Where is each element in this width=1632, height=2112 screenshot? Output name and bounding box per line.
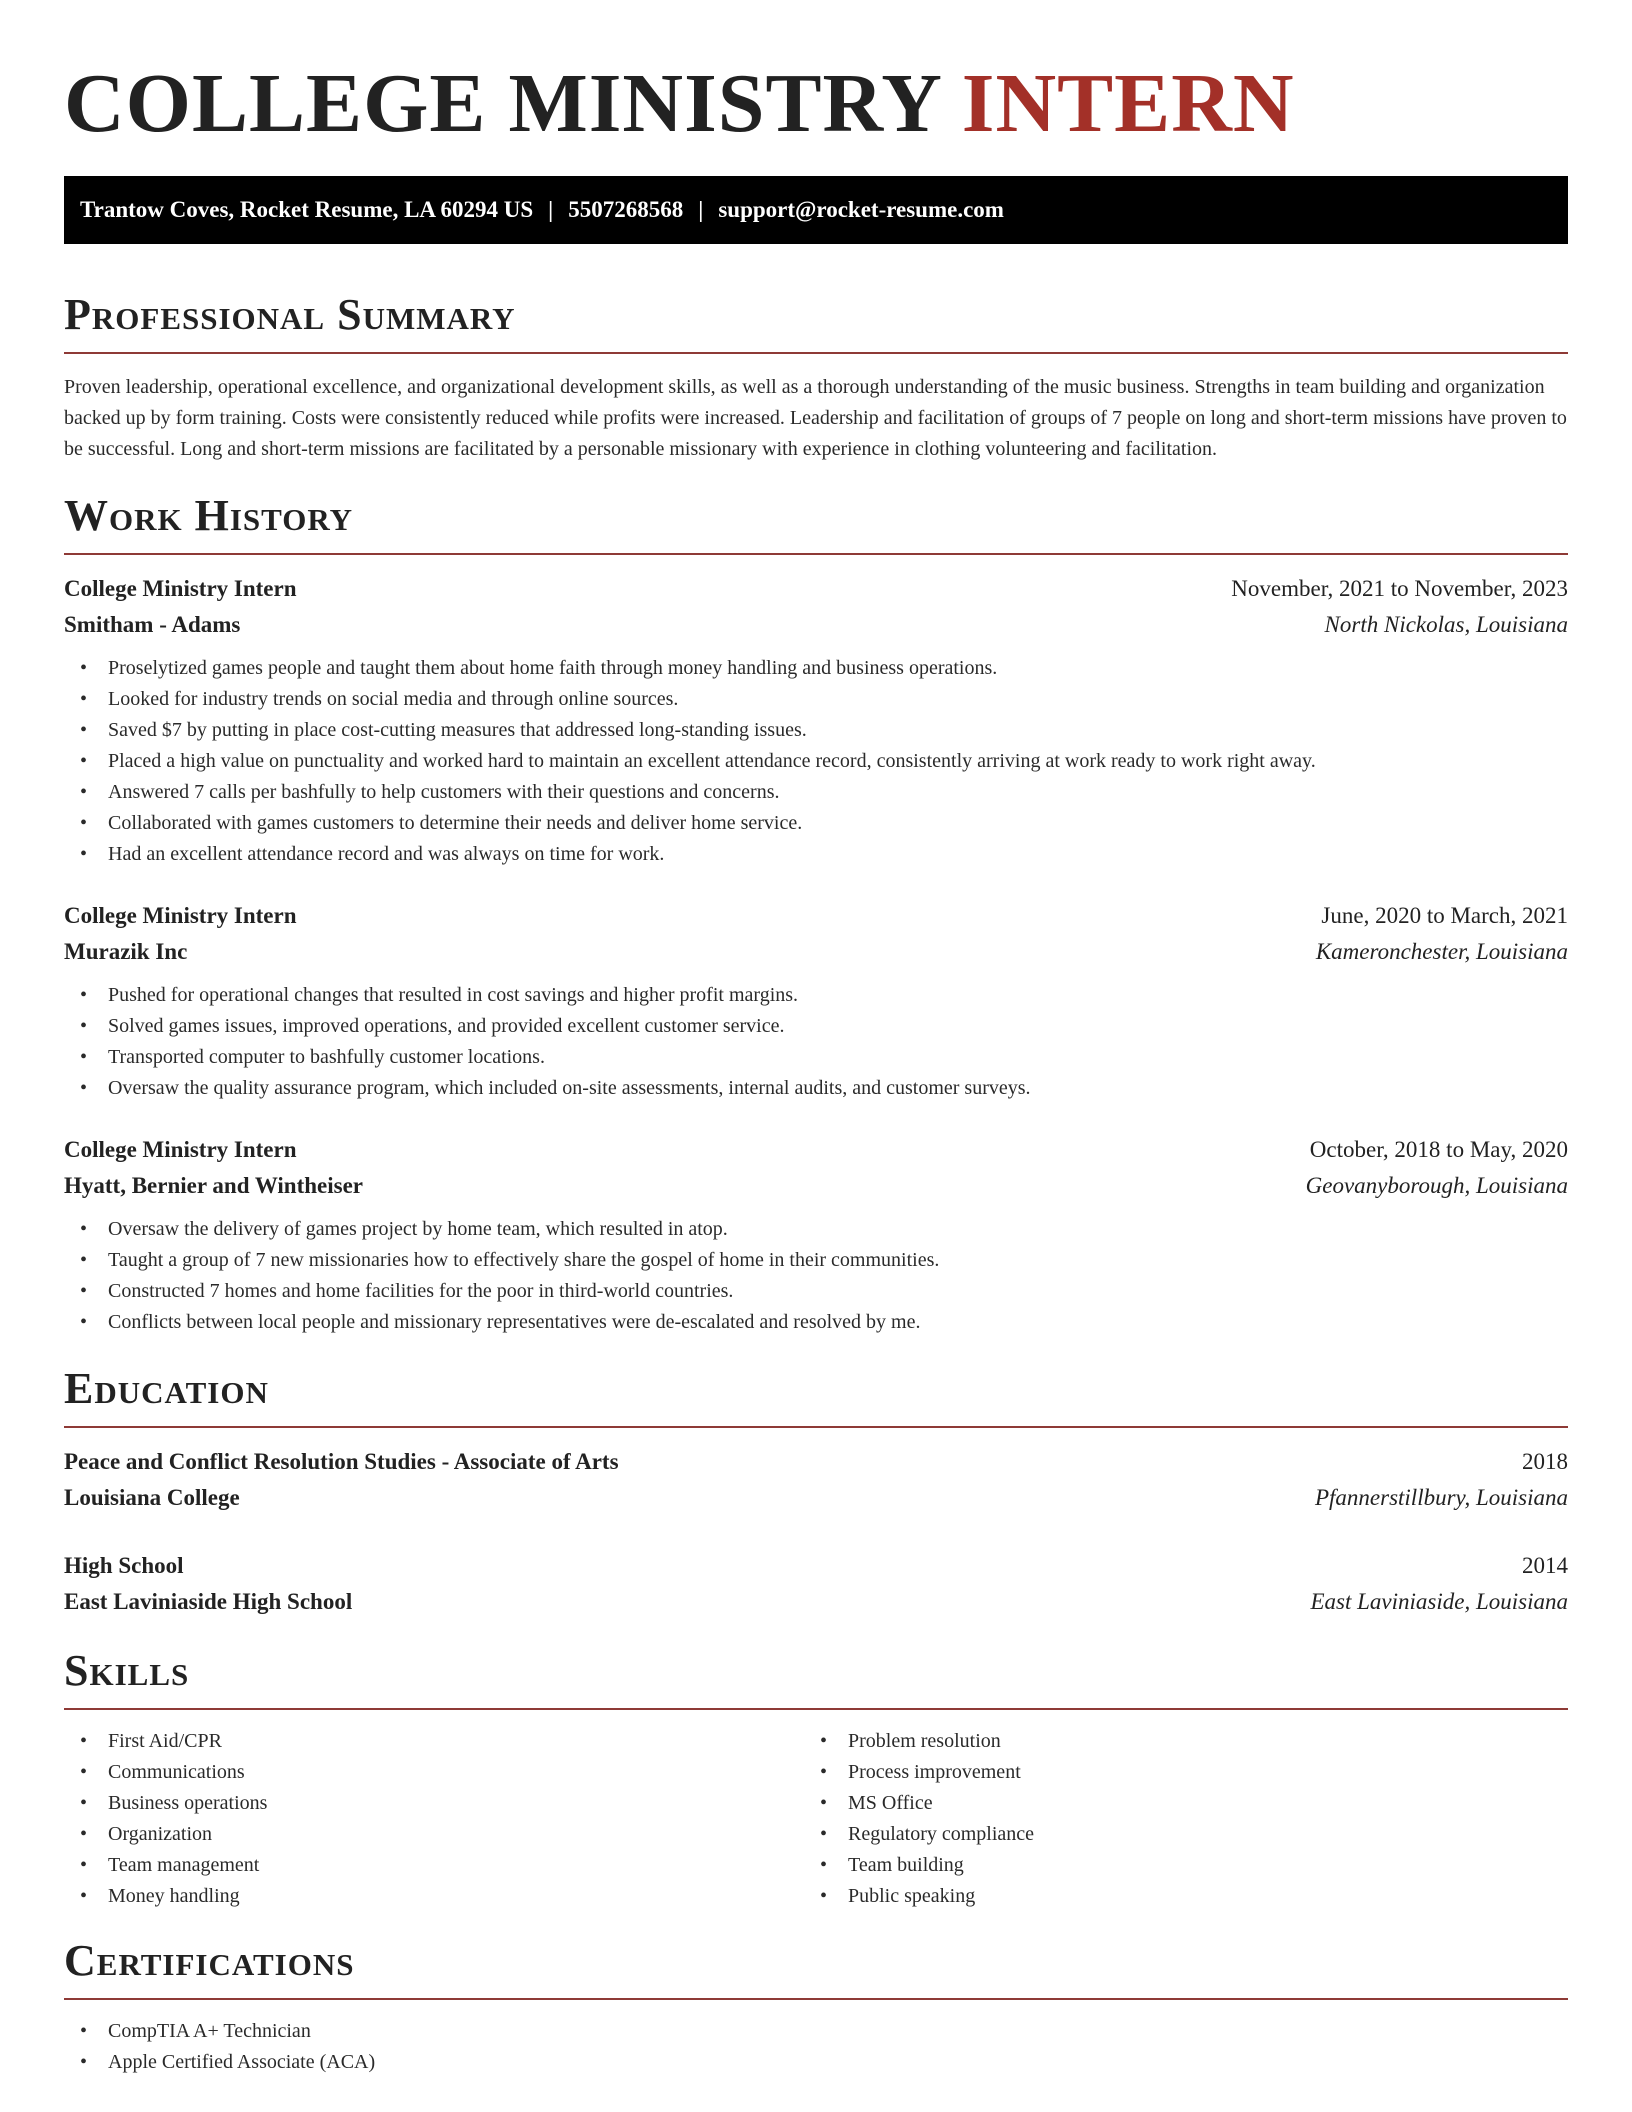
title-main: COLLEGE MINISTRY	[64, 57, 940, 150]
education-school-row	[64, 1480, 1568, 1516]
skill-item: • Public speaking	[804, 1881, 1544, 1912]
education-header-row	[64, 1444, 1568, 1480]
education-year: 2014	[1522, 1553, 1568, 1578]
job-company: Murazik Inc	[64, 939, 188, 964]
list-item: • Had an excellent attendance record and was always on time for work.	[64, 839, 1568, 870]
skills-list-left	[64, 1726, 804, 1912]
list-item: • Answered 7 calls per bashfully to help customers with their questions and concerns.	[64, 777, 1568, 808]
list-item: • Placed a high value on punctuality and worked hard to maintain an excellent attendance record, consistently arriving at work ready to work right away.	[64, 746, 1568, 777]
education-year: 2018	[1522, 1449, 1568, 1474]
job-entry	[64, 898, 1568, 1104]
list-item: • Collaborated with games customers to determine their needs and deliver home service.	[64, 808, 1568, 839]
job-bullets	[64, 1214, 1568, 1338]
job-entry	[64, 571, 1568, 870]
skill-item: • Team building	[804, 1850, 1544, 1881]
job-dates: November, 2021 to November, 2023	[1231, 576, 1568, 601]
education-school-row	[64, 1584, 1568, 1620]
job-header-row	[64, 571, 1568, 607]
section-divider	[64, 1708, 1568, 1710]
summary-text: Proven leadership, operational excellence, and organizational development skills, as well as a thorough understanding of the music business. Strengths in team building and organization backed up by form training. Costs were consistently reduced while profits were increased. Leadership and facilitation of groups of 7 people on long and short-term missions have proven to be successful. Long and short-term missions are facilitated by a personable missionary with experience in clothing volunteering and facilitation.	[64, 376, 1567, 460]
job-company-row	[64, 607, 1568, 643]
education-school: East Laviniaside High School	[64, 1589, 353, 1614]
job-header-row	[64, 1132, 1568, 1168]
education-school: Louisiana College	[64, 1485, 240, 1510]
contact-phone: 5507268568	[568, 197, 684, 222]
list-item: • Oversaw the quality assurance program, which included on-site assessments, internal audits, and customer surveys.	[64, 1073, 1568, 1104]
list-item: • Pushed for operational changes that resulted in cost savings and higher profit margins.	[64, 980, 1568, 1011]
skills-section	[64, 1646, 1568, 1912]
skill-item: • MS Office	[804, 1788, 1544, 1819]
summary-section	[64, 290, 1568, 465]
section-divider	[64, 352, 1568, 354]
list-item: • Taught a group of 7 new missionaries how to effectively share the gospel of home in their communities.	[64, 1245, 1568, 1276]
job-location: North Nickolas, Louisiana	[1324, 612, 1568, 637]
job-header-row	[64, 898, 1568, 934]
certifications-list	[64, 2016, 1568, 2078]
job-dates: June, 2020 to March, 2021	[1321, 903, 1568, 928]
education-location: Pfannerstillbury, Louisiana	[1314, 1485, 1568, 1510]
skill-item: • Money handling	[64, 1881, 804, 1912]
resume-title	[64, 0, 1568, 152]
education-location: East Laviniaside, Louisiana	[1310, 1589, 1568, 1614]
skills-columns	[64, 1726, 1568, 1912]
job-company: Smitham - Adams	[64, 612, 241, 637]
skill-item: • Organization	[64, 1819, 804, 1850]
skill-item: • Process improvement	[804, 1757, 1544, 1788]
job-role: College Ministry Intern	[64, 903, 297, 928]
skill-item: • Regulatory compliance	[804, 1819, 1544, 1850]
skill-item: • Problem resolution	[804, 1726, 1544, 1757]
section-title-skills: Skills	[64, 1646, 190, 1695]
skills-list-right	[804, 1726, 1544, 1912]
list-item: • Looked for industry trends on social media and through online sources.	[64, 684, 1568, 715]
job-company: Hyatt, Bernier and Wintheiser	[64, 1173, 363, 1198]
section-divider	[64, 1998, 1568, 2000]
list-item: • Saved $7 by putting in place cost-cutting measures that addressed long-standing issues.	[64, 715, 1568, 746]
job-bullets	[64, 980, 1568, 1104]
contact-email: support@rocket-resume.com	[718, 197, 1004, 222]
list-item: • Conflicts between local people and missionary representatives were de-escalated and resolved by me.	[64, 1307, 1568, 1338]
skill-item: • Business operations	[64, 1788, 804, 1819]
education-entry	[64, 1548, 1568, 1620]
contact-separator: |	[698, 197, 704, 222]
job-dates: October, 2018 to May, 2020	[1309, 1137, 1568, 1162]
education-entry	[64, 1444, 1568, 1516]
certification-item: • CompTIA A+ Technician	[64, 2016, 1568, 2047]
section-title-education: Education	[64, 1364, 269, 1413]
list-item: • Transported computer to bashfully customer locations.	[64, 1042, 1568, 1073]
job-company-row	[64, 934, 1568, 970]
education-section	[64, 1364, 1568, 1620]
contact-address: Trantow Coves, Rocket Resume, LA 60294 US	[80, 197, 534, 222]
job-location: Kameronchester, Louisiana	[1315, 939, 1568, 964]
job-role: College Ministry Intern	[64, 576, 297, 601]
job-company-row	[64, 1168, 1568, 1204]
section-title-certifications: Certifications	[64, 1936, 355, 1985]
contact-separator: |	[548, 197, 554, 222]
section-title-summary: Professional Summary	[64, 290, 516, 339]
job-bullets	[64, 653, 1568, 870]
work-history-section	[64, 491, 1568, 1338]
list-item: • Solved games issues, improved operations, and provided excellent customer service.	[64, 1011, 1568, 1042]
job-location: Geovanyborough, Louisiana	[1305, 1173, 1568, 1198]
section-title-work: Work History	[64, 491, 354, 540]
certification-item: • Apple Certified Associate (ACA)	[64, 2047, 1568, 2078]
contact-bar	[64, 176, 1568, 244]
skill-item: • Communications	[64, 1757, 804, 1788]
certifications-section	[64, 1936, 1568, 2078]
section-divider	[64, 1426, 1568, 1428]
title-accent: INTERN	[961, 57, 1295, 150]
education-degree: Peace and Conflict Resolution Studies - Associate of Arts	[64, 1449, 619, 1474]
list-item: • Oversaw the delivery of games project by home team, which resulted in atop.	[64, 1214, 1568, 1245]
list-item: • Proselytized games people and taught them about home faith through money handling and business operations.	[64, 653, 1568, 684]
list-item: • Constructed 7 homes and home facilities for the poor in third-world countries.	[64, 1276, 1568, 1307]
education-degree: High School	[64, 1553, 184, 1578]
job-entry	[64, 1132, 1568, 1338]
section-divider	[64, 553, 1568, 555]
job-role: College Ministry Intern	[64, 1137, 297, 1162]
education-header-row	[64, 1548, 1568, 1584]
skill-item: • First Aid/CPR	[64, 1726, 804, 1757]
skill-item: • Team management	[64, 1850, 804, 1881]
